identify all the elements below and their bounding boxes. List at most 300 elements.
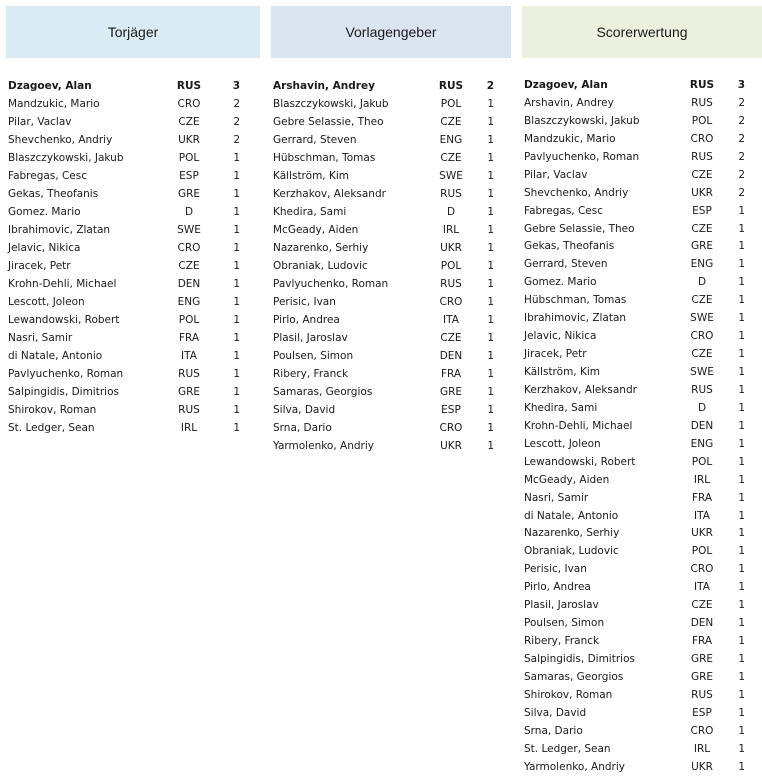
table-row (522, 167, 762, 185)
table-row (6, 347, 260, 365)
table-row (271, 383, 511, 401)
score-value: 1 (233, 386, 240, 398)
nation-code: IRL (442, 224, 460, 236)
table-row (6, 203, 260, 221)
score-value: 2 (738, 168, 745, 181)
table-row (522, 400, 762, 418)
score-value: 1 (738, 330, 745, 343)
score-value: 1 (738, 635, 745, 648)
nation-code: RUS (178, 404, 200, 416)
nation-code: CZE (691, 348, 713, 361)
score-value: 2 (738, 150, 745, 163)
table-row (6, 257, 260, 275)
table-row (522, 543, 762, 561)
score-value: 1 (738, 599, 745, 612)
score-value: 1 (738, 276, 745, 289)
table-row (522, 221, 762, 239)
table-row (271, 149, 511, 167)
player-name: Blaszczykowski, Jakub (8, 152, 124, 164)
nation-code: D (697, 276, 707, 289)
score-value: 1 (738, 491, 745, 504)
player-name: Pirlo, Andrea (273, 314, 340, 326)
table-row (271, 203, 511, 221)
nation-code: D (184, 206, 194, 218)
table-row (271, 329, 511, 347)
player-name: Gekas, Theofanis (524, 240, 615, 253)
table-row (522, 561, 762, 579)
player-name: Lescott, Joleon (524, 437, 601, 450)
score-value: 1 (233, 206, 240, 218)
table-row (522, 149, 762, 167)
table-row (522, 292, 762, 310)
table-row (271, 347, 511, 365)
table-row (271, 437, 511, 455)
nation-code: CRO (690, 330, 714, 343)
nation-code: SWE (690, 366, 714, 378)
score-value: 1 (487, 260, 494, 272)
score-value: 2 (233, 98, 240, 110)
table-row (522, 490, 762, 508)
nation-code: DEN (690, 617, 714, 630)
player-name: Gomez. Mario (8, 206, 81, 218)
table-row (522, 203, 762, 221)
score-value: 1 (738, 401, 745, 414)
player-name: Shirokov, Roman (8, 404, 97, 416)
score-value: 2 (486, 80, 494, 92)
scorerwertung-panel (522, 0, 762, 776)
table-row (6, 95, 260, 113)
score-value: 1 (487, 404, 494, 416)
nation-code: UKR (691, 186, 713, 199)
score-value: 1 (233, 152, 240, 164)
score-value: 1 (233, 314, 240, 326)
nation-code: CRO (690, 563, 714, 576)
score-value: 1 (233, 188, 240, 200)
nation-code: POL (178, 314, 200, 326)
score-value: 1 (738, 545, 745, 558)
score-value: 1 (738, 240, 745, 253)
score-value: 1 (738, 419, 745, 432)
score-value: 1 (487, 242, 494, 254)
table-row (522, 382, 762, 400)
table-row (6, 401, 260, 419)
nation-code: RUS (440, 278, 462, 290)
player-name: Ibrahimovic, Zlatan (524, 312, 627, 325)
player-name: Mandzukic, Mario (524, 132, 616, 145)
score-value: 1 (233, 296, 240, 308)
nation-code: ITA (181, 350, 197, 362)
table-row (6, 77, 260, 95)
table-row (6, 149, 260, 167)
nation-code: IRL (693, 473, 711, 486)
nation-code: POL (691, 545, 713, 558)
table-row (522, 238, 762, 256)
nation-code: DEN (177, 278, 201, 290)
vorlagengeber-header: Vorlagengeber (271, 6, 511, 58)
nation-code: D (446, 206, 456, 218)
player-name: Jelavic, Nikica (8, 242, 81, 254)
score-value: 3 (232, 80, 240, 92)
table-row (522, 131, 762, 149)
nation-code: GRE (690, 240, 714, 253)
player-name: Nasri, Samir (8, 332, 73, 344)
table-row (6, 311, 260, 329)
player-name: Gerrard, Steven (273, 134, 357, 146)
score-value: 1 (738, 742, 745, 755)
table-row (271, 77, 511, 95)
score-value: 2 (233, 134, 240, 146)
player-name: Samaras, Georgios (273, 386, 373, 398)
nation-code: CRO (690, 724, 714, 737)
score-value: 2 (738, 186, 745, 199)
nation-code: FRA (178, 332, 200, 344)
player-name: Shevchenko, Andriy (8, 134, 113, 146)
score-value: 1 (738, 258, 745, 271)
table-row (522, 759, 762, 777)
player-name: di Natale, Antonio (524, 509, 619, 522)
table-row (522, 597, 762, 615)
table-row (522, 436, 762, 454)
player-name: Khedira, Sami (273, 206, 347, 218)
nation-code: SWE (690, 312, 714, 325)
player-name: Arshavin, Andrey (273, 80, 375, 92)
nation-code: RUS (691, 383, 713, 396)
nation-code: POL (691, 114, 713, 127)
table-row (271, 257, 511, 275)
nation-code: IRL (693, 742, 711, 755)
nation-code: GRE (690, 670, 714, 683)
nation-code: ESP (441, 404, 461, 416)
nation-code: ITA (694, 509, 710, 522)
player-name: Nasri, Samir (524, 491, 589, 504)
nation-code: RUS (178, 368, 200, 380)
score-value: 1 (487, 152, 494, 164)
score-value: 1 (233, 368, 240, 380)
player-name: di Natale, Antonio (8, 350, 103, 362)
table-row (522, 418, 762, 436)
player-name: Pavlyuchenko, Roman (273, 278, 389, 290)
nation-code: CZE (440, 332, 462, 344)
player-name: Krohn-Dehli, Michael (8, 278, 117, 290)
table-row (271, 293, 511, 311)
player-name: Gomez. Mario (524, 276, 597, 289)
player-name: Khedira, Sami (524, 401, 598, 414)
nation-code: ENG (690, 437, 714, 450)
table-row (6, 167, 260, 185)
player-name: Kerzhakov, Aleksandr (524, 383, 637, 396)
score-value: 1 (738, 617, 745, 630)
nation-code: CZE (691, 168, 713, 181)
nation-code: FRA (691, 491, 713, 504)
nation-code: ESP (692, 706, 712, 719)
table-row (522, 95, 762, 113)
player-name: Yarmolenko, Andriy (273, 440, 374, 452)
nation-code: IRL (180, 422, 198, 434)
nation-code: GRE (690, 653, 714, 665)
score-value: 1 (738, 509, 745, 522)
table-row (271, 365, 511, 383)
nation-code: ITA (443, 314, 459, 326)
score-value: 1 (233, 242, 240, 254)
nation-code: CZE (691, 294, 713, 307)
player-name: Samaras, Georgios (524, 670, 624, 683)
nation-code: D (697, 401, 707, 414)
table-row (271, 221, 511, 239)
player-name: Plasil, Jaroslav (273, 332, 348, 344)
score-value: 1 (487, 224, 494, 236)
table-row (6, 329, 260, 347)
table-row (522, 274, 762, 292)
score-value: 1 (233, 224, 240, 236)
player-name: Nazarenko, Serhiy (273, 242, 369, 254)
table-row (271, 95, 511, 113)
nation-code: RUS (440, 188, 462, 200)
player-name: Poulsen, Simon (273, 350, 354, 362)
table-row (522, 615, 762, 633)
nation-code: CRO (177, 242, 201, 254)
player-name: Pirlo, Andrea (524, 581, 591, 594)
nation-code: CZE (440, 152, 462, 164)
score-value: 1 (738, 706, 745, 719)
score-value: 1 (233, 332, 240, 344)
table-row (271, 185, 511, 203)
score-value: 1 (738, 455, 745, 468)
player-name: Perisic, Ivan (524, 563, 587, 576)
score-value: 1 (487, 296, 494, 308)
table-row (522, 687, 762, 705)
player-name: Poulsen, Simon (524, 617, 605, 630)
score-value: 1 (738, 366, 745, 378)
table-row (6, 419, 260, 437)
table-row (522, 705, 762, 723)
score-value: 1 (738, 670, 745, 683)
table-row (271, 401, 511, 419)
player-name: Plasil, Jaroslav (524, 599, 599, 612)
score-value: 1 (738, 437, 745, 450)
player-name: Lewandowski, Robert (8, 314, 120, 326)
score-value: 1 (738, 563, 745, 576)
nation-code: UKR (440, 242, 462, 254)
table-row (522, 525, 762, 543)
score-value: 1 (487, 134, 494, 146)
nation-code: CZE (691, 222, 713, 235)
score-value: 1 (233, 422, 240, 434)
player-name: Fabregas, Cesc (524, 204, 604, 217)
table-row (522, 346, 762, 364)
nation-code: FRA (440, 368, 462, 380)
score-value: 1 (487, 116, 494, 128)
score-value: 1 (738, 294, 745, 307)
player-name: Nazarenko, Serhiy (524, 527, 620, 540)
player-name: Gekas, Theofanis (8, 188, 99, 200)
player-name: Ibrahimovic, Zlatan (8, 224, 111, 236)
score-value: 1 (233, 350, 240, 362)
table-row (522, 185, 762, 203)
torjaeger-panel (6, 0, 260, 776)
table-row (522, 741, 762, 759)
nation-code: UKR (691, 527, 713, 540)
score-value: 1 (233, 278, 240, 290)
player-name: Srna, Dario (273, 422, 332, 434)
player-name: Hübschman, Tomas (273, 152, 376, 164)
score-value: 1 (487, 422, 494, 434)
vorlagengeber-table (271, 77, 511, 455)
nation-code: UKR (178, 134, 200, 146)
table-row (522, 472, 762, 490)
player-name: Obraniak, Ludovic (273, 260, 368, 272)
vorlagengeber-panel (271, 0, 511, 776)
score-value: 1 (487, 332, 494, 344)
player-name: Ribery, Franck (524, 635, 600, 648)
score-value: 1 (487, 206, 494, 218)
table-row (6, 383, 260, 401)
score-value: 1 (487, 170, 494, 182)
nation-code: CRO (439, 296, 463, 308)
player-name: Pilar, Vaclav (524, 168, 588, 181)
table-row (522, 310, 762, 328)
nation-code: DEN (439, 350, 463, 362)
player-name: Fabregas, Cesc (8, 170, 88, 182)
nation-code: ESP (179, 170, 199, 182)
nation-code: GRE (439, 386, 463, 398)
table-row (6, 221, 260, 239)
table-row (522, 256, 762, 274)
score-value: 1 (738, 760, 745, 773)
table-row (522, 364, 762, 382)
player-name: Jiracek, Petr (8, 260, 71, 272)
nation-code: CZE (440, 116, 462, 128)
torjaeger-header: Torjäger (6, 6, 260, 58)
player-name: Mandzukic, Mario (8, 98, 100, 110)
nation-code: CZE (178, 116, 200, 128)
nation-code: SWE (177, 224, 201, 236)
player-name: Gebre Selassie, Theo (524, 222, 635, 235)
nation-code: SWE (439, 170, 463, 182)
score-value: 1 (487, 188, 494, 200)
table-row (6, 113, 260, 131)
table-row (522, 633, 762, 651)
nation-code: UKR (691, 760, 713, 773)
score-value: 1 (738, 348, 745, 361)
table-row (271, 419, 511, 437)
score-value: 1 (738, 653, 745, 665)
player-name: Shirokov, Roman (524, 688, 613, 701)
nation-code: POL (691, 455, 713, 468)
score-value: 1 (738, 581, 745, 594)
player-name: Gerrard, Steven (524, 258, 608, 271)
player-name: Shevchenko, Andriy (524, 186, 629, 199)
score-value: 1 (487, 314, 494, 326)
player-name: Källström, Kim (273, 170, 350, 182)
score-value: 1 (738, 473, 745, 486)
player-name: Salpingidis, Dimitrios (8, 386, 119, 398)
score-value: 1 (738, 204, 745, 217)
nation-code: ESP (692, 204, 712, 217)
table-row (6, 239, 260, 257)
scorerwertung-table (522, 77, 762, 777)
torjaeger-table (6, 77, 260, 437)
nation-code: GRE (177, 386, 201, 398)
player-name: St. Ledger, Sean (524, 742, 611, 755)
nation-code: POL (440, 98, 462, 110)
nation-code: ITA (694, 581, 710, 594)
player-name: McGeady, Aiden (273, 224, 359, 236)
score-value: 1 (487, 386, 494, 398)
nation-code: UKR (440, 440, 462, 452)
nation-code: CZE (178, 260, 200, 272)
player-name: Arshavin, Andrey (524, 96, 614, 109)
table-row (6, 185, 260, 203)
player-name: Silva, David (273, 404, 336, 416)
score-value: 1 (233, 260, 240, 272)
player-name: Jelavic, Nikica (524, 330, 597, 343)
nation-code: RUS (691, 150, 713, 163)
table-row (522, 328, 762, 346)
score-value: 1 (487, 278, 494, 290)
player-name: Lewandowski, Robert (524, 455, 636, 468)
player-name: McGeady, Aiden (524, 473, 610, 486)
player-name: Dzagoev, Alan (524, 79, 608, 91)
player-name: Krohn-Dehli, Michael (524, 419, 633, 432)
score-value: 2 (233, 116, 240, 128)
player-name: Salpingidis, Dimitrios (524, 653, 635, 665)
player-name: Blaszczykowski, Jakub (273, 98, 389, 110)
nation-code: ENG (177, 296, 201, 308)
score-value: 1 (233, 170, 240, 182)
nation-code: RUS (438, 80, 464, 92)
player-name: Källström, Kim (524, 366, 601, 378)
nation-code: POL (440, 260, 462, 272)
table-row (522, 579, 762, 597)
score-value: 1 (738, 527, 745, 540)
table-row (6, 293, 260, 311)
nation-code: FRA (691, 635, 713, 648)
player-name: Ribery, Franck (273, 368, 349, 380)
nation-code: RUS (176, 80, 202, 92)
player-name: Kerzhakov, Aleksandr (273, 188, 386, 200)
score-value: 2 (738, 114, 745, 127)
score-value: 1 (738, 688, 745, 701)
player-name: Obraniak, Ludovic (524, 545, 619, 558)
score-value: 2 (738, 132, 745, 145)
nation-code: CRO (439, 422, 463, 434)
player-name: Pilar, Vaclav (8, 116, 72, 128)
table-row (522, 454, 762, 472)
table-row (6, 275, 260, 293)
score-value: 3 (737, 79, 745, 91)
score-value: 1 (487, 440, 494, 452)
score-value: 1 (738, 222, 745, 235)
player-name: Perisic, Ivan (273, 296, 336, 308)
table-row (271, 167, 511, 185)
table-row (271, 239, 511, 257)
player-name: Lescott, Joleon (8, 296, 85, 308)
score-value: 1 (738, 383, 745, 396)
table-row (271, 275, 511, 293)
table-row (271, 131, 511, 149)
nation-code: RUS (689, 79, 715, 91)
table-row (522, 669, 762, 687)
table-row (271, 311, 511, 329)
table-row (522, 508, 762, 526)
nation-code: CZE (691, 599, 713, 612)
table-row (522, 113, 762, 131)
player-name: Gebre Selassie, Theo (273, 116, 384, 128)
nation-code: CRO (177, 98, 201, 110)
player-name: Pavlyuchenko, Roman (524, 150, 640, 163)
table-row (522, 77, 762, 95)
table-row (522, 651, 762, 669)
